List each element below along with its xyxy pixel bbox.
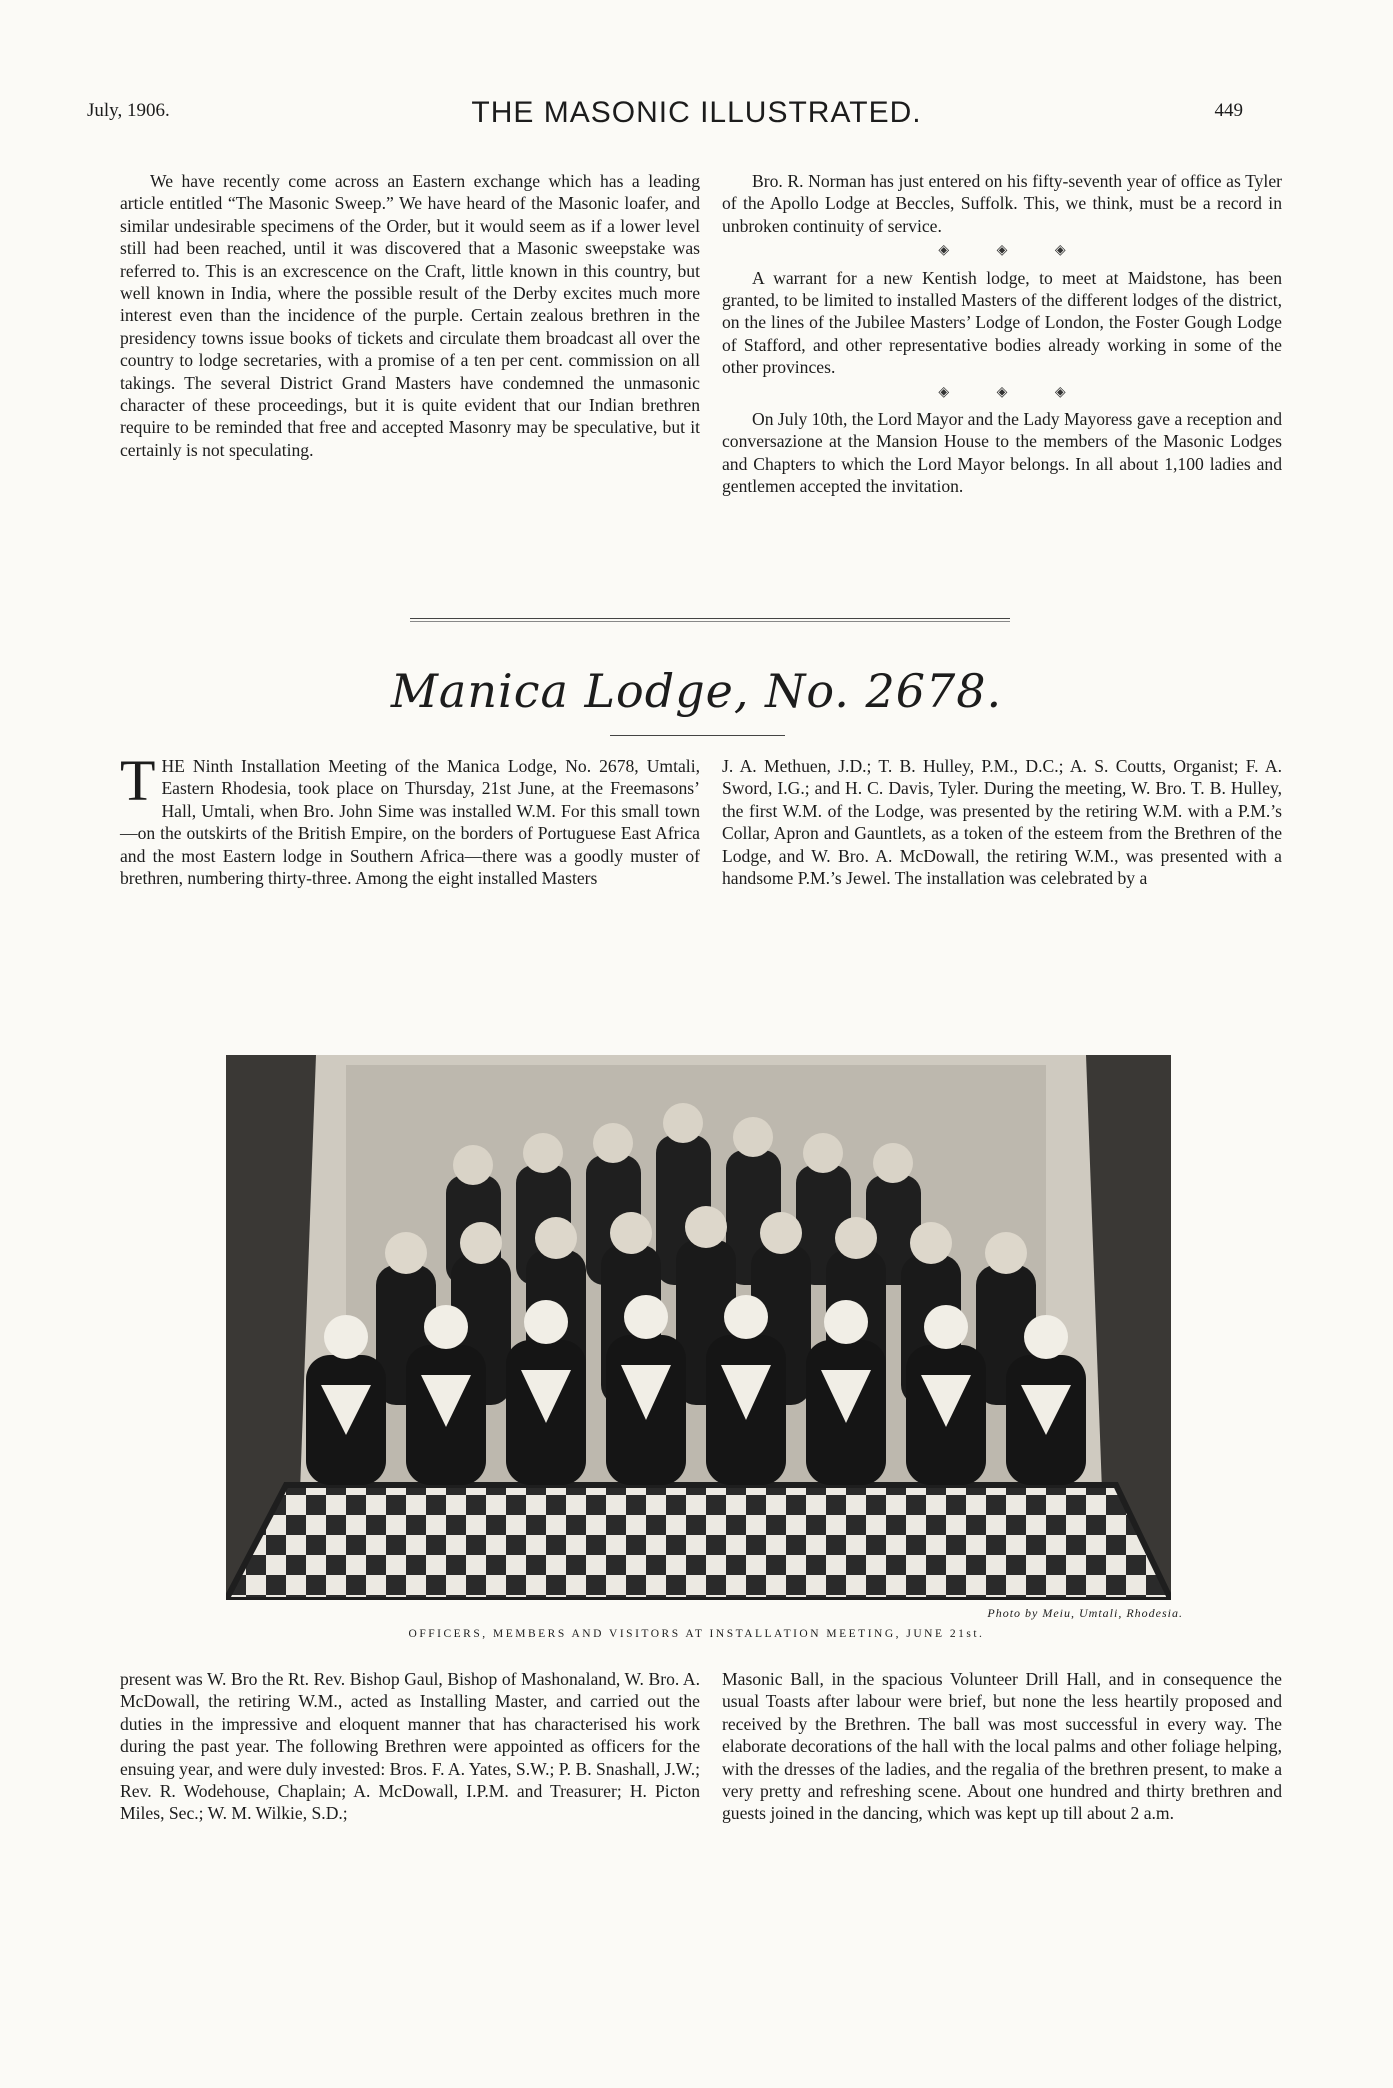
section-divider — [410, 618, 1010, 622]
group-photograph — [226, 1055, 1171, 1600]
photo-caption: OFFICERS, MEMBERS AND VISITORS AT INSTALLATION MEETING, JUNE 21st. — [408, 1628, 985, 1640]
reception-paragraph: On July 10th, the Lord Mayor and the Lady Mayoress gave a reception and conversazione at the Mansion House to the members of the Masonic Lodges and Chapters to which the Lord Mayor belongs. In all about 1,100 ladies and gentlemen accepted the invitation. — [722, 409, 1282, 497]
article-title: Manica Lodge, No. 2678. — [390, 664, 1003, 718]
drop-cap: T — [120, 748, 156, 813]
article-continued-right — [722, 1668, 1282, 1825]
article-intro-left — [120, 748, 700, 889]
ornament-separator: ◈ ◈ ◈ — [938, 384, 1088, 400]
intro-text: HE Ninth Installation Meeting of the Manica Lodge, No. 2678, Umtali, Eastern Rhodesia, took place on Thursday, 21st June, at the Freemasons’ Hall, Umtali, when Bro. John Sime was installed W.M. For this small town—on the outskirts of the British Empire, on the borders of Portuguese East Africa and the most Eastern lodge in Southern Africa—there was a goodly muster of brethren, numbering thirty-three. Among the eight installed Masters — [120, 756, 700, 889]
news-notes — [722, 170, 1282, 498]
officers-paragraph: present was W. Bro the Rt. Rev. Bishop Gaul, Bishop of Mashonaland, W. Bro. A. McDowall, the retiring W.M., acted as Installing Master, and carried out the duties in the impressive and eloquent manner that has characterised his work during the past year. The following Brethren were appointed as officers for the ensuing year, and were duly invested: Bros. F. A. Yates, S.W.; P. B. Snashall, J.W.; Rev. R. Wodehouse, Chaplain; A. McDowall, I.P.M. and Treasurer; H. Picton Miles, Sec.; W. M. Wilkie, S.D.; — [120, 1669, 700, 1824]
sweepstake-article — [120, 170, 700, 461]
journal-title: THE MASONIC ILLUSTRATED. — [471, 96, 922, 129]
ornament-separator: ◈ ◈ ◈ — [938, 243, 1088, 259]
title-underline — [610, 735, 785, 736]
photo-credit: Photo by Meiu, Umtali, Rhodesia. — [987, 1606, 1183, 1620]
intro-continued: J. A. Methuen, J.D.; T. B. Hulley, P.M., D.C.; A. S. Coutts, Organist; F. A. Sword, I.G.; and H. C. Davis, Tyler. During the meeting, W. Bro. T. B. Hulley, the first W.M. of the Lodge, was presented by the retiring W.M. with a P.M.’s Collar, Apron and Gauntlets, as a token of the esteem from the Brethren of the Lodge, and W. Bro. A. McDowall, the retiring W.M., was presented with a handsome P.M.’s Jewel. The installation was celebrated by a — [722, 756, 1282, 889]
norman-paragraph: Bro. R. Norman has just entered on his fifty-seventh year of office as Tyler of the Apollo Lodge at Beccles, Suffolk. This, we think, must be a record in unbroken continuity of service. — [722, 171, 1282, 236]
article-continued-left — [120, 1668, 700, 1825]
article-intro-right — [722, 755, 1282, 889]
warrant-paragraph: A warrant for a new Kentish lodge, to meet at Maidstone, has been granted, to be limited to installed Masters of the different lodges of the district, on the lines of the Jubilee Masters’ Lodge of London, the Foster Gough Lodge of Stafford, and other representative bodies already working in some of the other provinces. — [722, 267, 1282, 378]
issue-date: July, 1906. — [87, 100, 170, 121]
sweepstake-paragraph: We have recently come across an Eastern exchange which has a leading article entitled “The Masonic Sweep.” We have heard of the Masonic loafer, and similar undesirable specimens of the Order, but it would seem as if a lower level still had been reached, until it was discovered that a Masonic sweepstake was referred to. This is an excrescence on the Craft, little known in this country, but well known in India, where the possible result of the Derby excites much more interest even than the incidence of the purple. Certain zealous brethren in the presidency towns issue books of tickets and circulate them broadcast all over the country to lodge secretaries, with a promise of a ten per cent. commission on all takings. The several District Grand Masters have condemned the unmasonic character of these proceedings, but it is quite evident that our Indian brethren require to be reminded that free and accepted Masonry may be speculative, but it certainly is not speculating. — [120, 171, 700, 460]
ball-paragraph: Masonic Ball, in the spacious Volunteer Drill Hall, and in consequence the usual Toasts after labour were brief, but none the less heartily proposed and received by the Brethren. The ball was most successful in every way. The elaborate decorations of the hall with the local palms and other foliage helping, with the dresses of the ladies, and the regalia of the brethren present, to make a very pretty and refreshing scene. About one hundred and thirty brethren and guests joined in the dancing, which was kept up till about 2 a.m. — [722, 1669, 1282, 1824]
page-number: 449 — [1214, 100, 1243, 121]
